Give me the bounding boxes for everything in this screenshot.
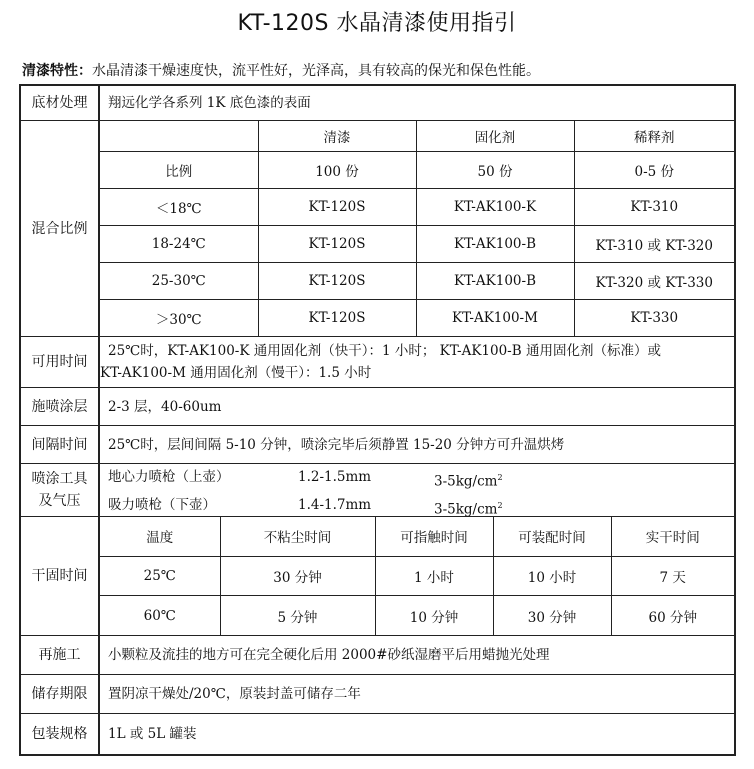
row-pot-life: [21, 336, 734, 387]
table-cell: KT-120S: [258, 225, 416, 262]
recoat-value: 小颗粒及流挂的地方可在完全硬化后用 2000#砂纸湿磨平后用蜡抛光处理: [108, 647, 550, 663]
substrate-value: 翔远化学各系列 1K 底色漆的表面: [108, 95, 311, 111]
table-cell: 100 份: [258, 151, 416, 188]
feature-line: [22, 60, 540, 80]
row-storage: [21, 674, 734, 713]
table-cell: 25℃: [100, 556, 220, 596]
mix-label: 混合比例: [21, 121, 100, 336]
row-spray-tools: [21, 463, 734, 516]
spec-sheet-table: [19, 84, 736, 756]
packing-label: 包装规格: [21, 714, 100, 754]
table-cell: 0-5 份: [574, 151, 734, 188]
document-title: KT-120S 水晶清漆使用指引: [237, 11, 517, 36]
mix-header-cell: [100, 121, 258, 151]
tools-label-line-2: 及气压: [38, 493, 81, 509]
table-cell: 60 分钟: [611, 596, 734, 635]
table-cell: KT-320 或 KT-330: [574, 263, 734, 300]
tool-pressure: $3-5kg/cm^2$: [434, 473, 503, 490]
potlife-line-1: 25℃时，KT-AK100-K 通用固化剂（快干）：1 小时； KT-AK100-B 通用固化剂（标准）或: [108, 343, 661, 359]
mix-ratio-table: [100, 121, 734, 336]
table-cell: 50 份: [416, 151, 574, 188]
table-cell: KT-330: [574, 300, 734, 336]
table-cell: 10 小时: [493, 556, 611, 596]
tool-name: 吸力喷枪（下壶）: [108, 496, 216, 513]
recoat-label: 再施工: [21, 636, 100, 674]
mix-header-cell: 固化剂: [416, 121, 574, 151]
mix-header-row: [100, 121, 734, 151]
row-spray-coats: [21, 387, 734, 425]
row-interval: [21, 425, 734, 463]
drying-label: 干固时间: [21, 517, 100, 635]
table-cell: 60℃: [100, 596, 220, 635]
superscript: 2: [497, 473, 503, 482]
table-cell: KT-AK100-K: [416, 188, 574, 225]
table-cell: KT-120S: [258, 300, 416, 336]
table-cell: KT-AK100-B: [416, 225, 574, 262]
substrate-label: 底材处理: [21, 86, 100, 120]
table-row: [100, 556, 734, 596]
drying-header-cell: 可指触时间: [375, 517, 493, 556]
tool-pressure: $3-5kg/cm^2$: [434, 500, 503, 517]
table-cell: 30 分钟: [220, 556, 375, 596]
table-row: [100, 225, 734, 262]
table-cell: KT-AK100-B: [416, 263, 574, 300]
interval-value: 25℃时，层间间隔 5-10 分钟，喷涂完毕后须静置 15-20 分钟方可升温烘烤: [108, 436, 565, 453]
drying-header-row: [100, 517, 734, 556]
feature-text: 水晶清漆干燥速度快，流平性好，光泽高，具有较高的保光和保色性能。: [92, 63, 540, 79]
table-cell: KT-310 或 KT-320: [574, 225, 734, 262]
table-cell: 10 分钟: [375, 596, 493, 635]
feature-label: 清漆特性：: [22, 63, 92, 79]
table-cell: KT-120S: [258, 188, 416, 225]
table-cell: 5 分钟: [220, 596, 375, 635]
tools-label: [21, 464, 100, 516]
row-mix-ratio: [21, 120, 734, 336]
drying-table: [100, 517, 734, 635]
potlife-line-2: KT-AK100-M 通用固化剂（慢干）：1.5 小时: [100, 365, 372, 381]
spray-label: 施喷涂层: [21, 388, 100, 425]
table-cell: ＞30℃: [100, 300, 258, 336]
drying-header-cell: 不粘尘时间: [220, 517, 375, 556]
tool-name: 地心力喷枪（上壶）: [108, 469, 230, 485]
table-cell: 比例: [100, 151, 258, 188]
table-cell: 25-30℃: [100, 263, 258, 300]
tools-label-line-1: 喷涂工具: [31, 471, 88, 487]
row-packing: [21, 713, 734, 754]
spray-value: 2-3 层，40-60um: [108, 398, 222, 415]
drying-header-cell: 可装配时间: [493, 517, 611, 556]
table-cell: ＜18℃: [100, 188, 258, 225]
tool-nozzle-size: 1.4-1.7mm: [298, 496, 372, 513]
table-row: [100, 263, 734, 300]
row-drying-time: [21, 516, 734, 635]
row-recoat: [21, 635, 734, 674]
mix-header-cell: 清漆: [258, 121, 416, 151]
mix-table-wrapper: [100, 121, 734, 336]
packing-value: 1L 或 5L 罐装: [108, 726, 197, 742]
mix-header-cell: 稀释剂: [574, 121, 734, 151]
table-cell: 7 天: [611, 556, 734, 596]
table-row: [100, 151, 734, 188]
table-cell: 18-24℃: [100, 225, 258, 262]
table-cell: 30 分钟: [493, 596, 611, 635]
tools-value: [100, 464, 734, 516]
table-row: [100, 596, 734, 635]
table-row: [100, 300, 734, 336]
superscript: 2: [497, 500, 503, 510]
storage-value: 置阴凉干燥处/20℃，原装封盖可储存二年: [108, 686, 361, 702]
storage-label: 储存期限: [21, 675, 100, 713]
table-cell: KT-120S: [258, 263, 416, 300]
drying-header-cell: 实干时间: [611, 517, 734, 556]
table-cell: KT-310: [574, 188, 734, 225]
table-cell: KT-AK100-M: [416, 300, 574, 336]
table-row: [100, 188, 734, 225]
row-substrate: [21, 86, 734, 120]
tool-row: [108, 466, 734, 494]
potlife-label: 可用时间: [21, 337, 100, 387]
table-cell: 1 小时: [375, 556, 493, 596]
potlife-value: [100, 337, 734, 387]
drying-header-cell: 温度: [146, 530, 174, 547]
tool-nozzle-size: 1.2-1.5mm: [298, 469, 372, 485]
drying-table-wrapper: [100, 517, 734, 635]
interval-label: 间隔时间: [21, 426, 100, 463]
